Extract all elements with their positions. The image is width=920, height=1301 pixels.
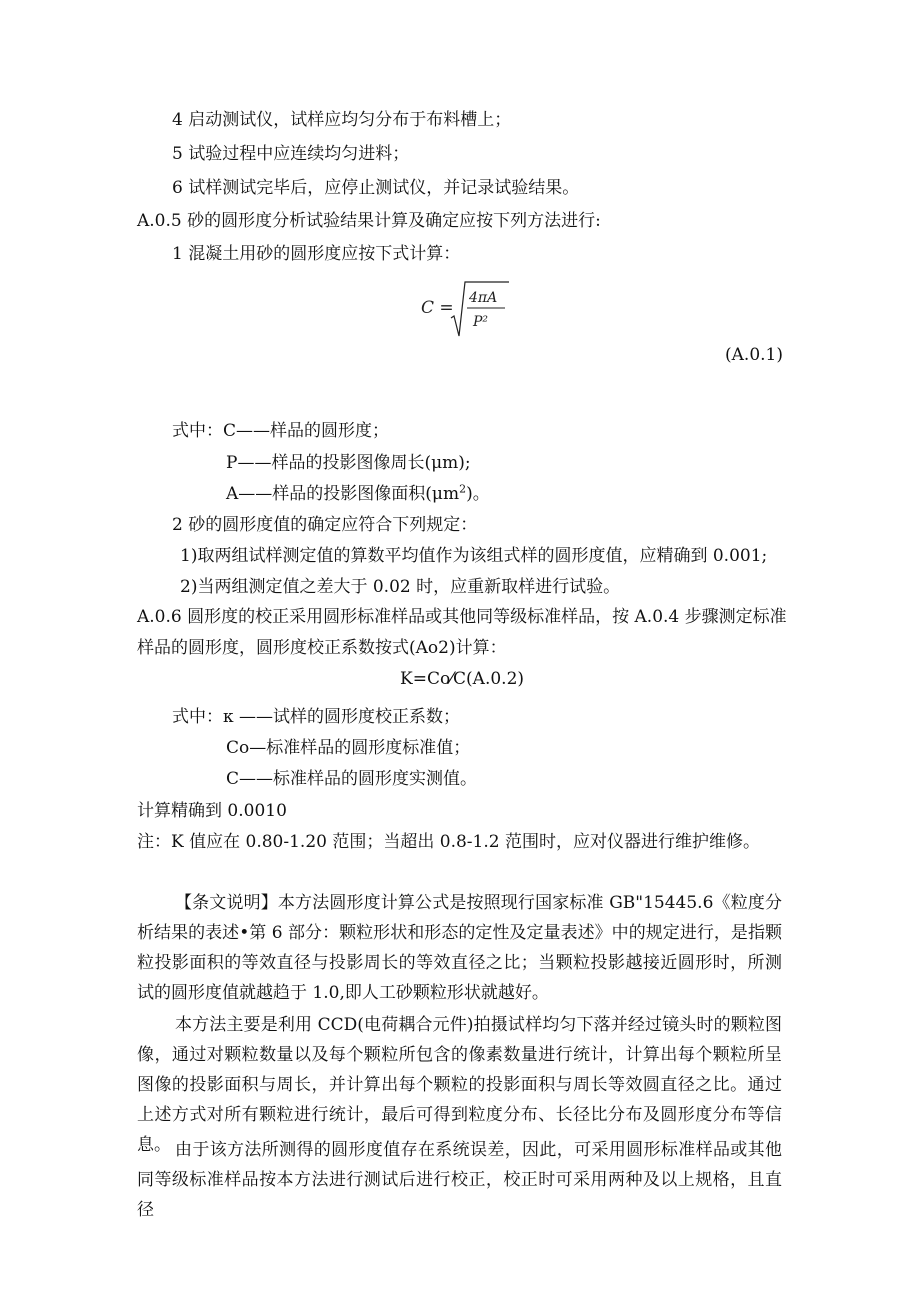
- note-line: 注：K 值应在 0.80-1.20 范围；当超出 0.8-1.2 范围时，应对仪器进行维护维修。: [137, 832, 760, 852]
- section-a05-heading: A.0.5 砂的圆形度分析试验结果计算及确定应按下列方法进行:: [137, 211, 601, 231]
- section-a06-line2: 样品的圆形度，圆形度校正系数按式(Ao2)计算：: [137, 638, 507, 658]
- step-4: 4 启动测试仪，试样应均匀分布于布料槽上；: [172, 110, 512, 130]
- where-co: Co—标准样品的圆形度标准值；: [226, 738, 471, 758]
- step-5: 5 试验过程中应连续均匀进料；: [172, 144, 410, 164]
- precision-line: 计算精确到 0.0010: [137, 801, 287, 821]
- explanation-para-1: 【条文说明】本方法圆形度计算公式是按照现行国家标准 GB"15445.6《粒度分析结果的表述•第 6 部分：颗粒形状和形态的定性及定量表述》中的规定进行，是指颗粒投影面积的等效直径与投影周长的等效直径之比；当颗粒投影越接近圆形时，所测试的圆形度值就越趋于 1.0,即人工砂颗粒形状就越好。: [137, 893, 782, 1003]
- sub-item-1: 1)取两组试样测定值的算数平均值作为该组式样的圆形度值，应精确到 0.001;: [180, 546, 768, 566]
- sub-item-2: 2)当两组测定值之差大于 0.02 时，应重新取样进行试验。: [180, 577, 621, 597]
- where-k: 式中：κ ——试样的圆形度校正系数；: [172, 707, 461, 727]
- section-a06-line1: A.0.6 圆形度的校正采用圆形标准样品或其他同等级标准样品，按 A.0.4 步骤测定标准: [137, 607, 787, 627]
- item-2: 2 砂的圆形度值的确定应符合下列规定：: [172, 515, 478, 535]
- formula-denominator: P²: [473, 314, 489, 330]
- item-1: 1 混凝土用砂的圆形度应按下式计算：: [172, 244, 461, 264]
- formula-lhs: C =: [421, 298, 454, 318]
- where-c-measured: C——标准样品的圆形度实测值。: [226, 769, 478, 789]
- explanation-para-3: 由于该方法所测得的圆形度值存在系统误差，因此，可采用圆形标准样品或其他同等级标准样品按本方法进行测试后进行校正，校正时可采用两种及以上规格，且直径: [137, 1140, 782, 1220]
- formula-numerator: 4πA: [469, 290, 498, 306]
- step-6: 6 试样测试完毕后，应停止测试仪，并记录试验结果。: [172, 178, 580, 198]
- explanation-para-2: 本方法主要是利用 CCD(电荷耦合元件)拍摄试样均匀下落并经过镜头时的颗粒图像，通过对颗粒数量以及每个颗粒所包含的像素数量进行统计，计算出每个颗粒所呈图像的投影面积与周长，并计算出每个颗粒的投影面积与周长等效圆直径之比。通过上述方式对所有颗粒进行统计，最后可得到粒度分布、长径比分布及圆形度分布等信息。: [137, 1015, 782, 1155]
- where-a: A——样品的投影图像面积$(\mu m^2)$。: [226, 482, 490, 504]
- where-p: P——样品的投影图像周长(μm);: [226, 453, 471, 473]
- equation-a02: K=Co⁄C(A.0.2): [400, 669, 525, 689]
- equation-number-a01: (A.0.1): [725, 345, 783, 365]
- where-c: 式中：C——样品的圆形度；: [172, 421, 390, 441]
- circularity-formula: [421, 278, 511, 340]
